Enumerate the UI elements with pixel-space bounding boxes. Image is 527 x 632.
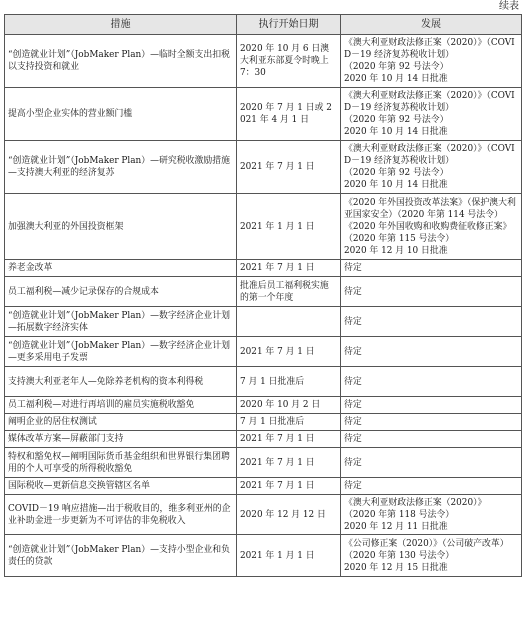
table-row (5, 367, 522, 397)
development-line: 待定 (344, 400, 362, 410)
table-row (5, 397, 522, 414)
header-start-date: 执行开始日期 (237, 15, 341, 35)
table-body (5, 35, 522, 577)
development-line: 2020 年 10 月 14 日批准 (344, 74, 448, 84)
measure-cell: 媒体改革方案—屏蔽部门支持 (5, 431, 237, 448)
start-date-cell: 7 月 1 日批准后 (237, 414, 341, 431)
development-line: 待定 (344, 417, 362, 427)
measure-cell: 养老金改革 (5, 260, 237, 277)
table-row (5, 35, 522, 88)
development-line: 待定 (344, 346, 362, 357)
development-cell (341, 88, 522, 141)
development-line: 待定 (344, 457, 362, 468)
start-date-cell (237, 307, 341, 337)
start-date-cell: 2021 年 7 月 1 日 (237, 337, 341, 367)
development-line: 《澳大利亚财政法修正案（2020）》（COVID－19 经济复苏税收计划） (344, 91, 515, 113)
header-measure: 措施 (5, 15, 237, 35)
measure-cell: “创造就业计划”（JobMaker Plan）—支持小型企业和负责任的贷款 (5, 535, 237, 577)
measures-table (4, 14, 522, 577)
development-line: 《澳大利亚财政法修正案（2020）》 (344, 497, 487, 508)
development-cell (341, 535, 522, 577)
start-date-cell: 7 月 1 日批准后 (237, 367, 341, 397)
start-date-cell: 2021 年 1 月 1 日 (237, 535, 341, 577)
development-line: 《澳大利亚财政法修正案（2020）》（COVID－19 经济复苏税收计划） (344, 144, 515, 166)
development-line: 2020 年 12 月 15 日批准 (344, 562, 448, 573)
measure-cell: 提高小型企业实体的营业额门槛 (5, 88, 237, 141)
table-row (5, 307, 522, 337)
measure-cell: 国际税收—更新信息交换管辖区名单 (5, 478, 237, 495)
start-date-cell: 2020 年 7 月 1 日或 2021 年 4 月 1 日 (237, 88, 341, 141)
development-cell (341, 397, 522, 414)
table-row (5, 260, 522, 277)
table-row (5, 448, 522, 478)
development-cell (341, 194, 522, 260)
measure-cell: 支持澳大利亚老年人—免除养老机构的资本利得税 (5, 367, 237, 397)
measure-cell: “创造就业计划”（JobMaker Plan）—数字经济企业计划—更多采用电子发票 (5, 337, 237, 367)
development-line: 《2020 年外国收购和收购费征收修正案》（2020 年第 115 号法令） (344, 221, 512, 244)
start-date-cell: 2021 年 7 月 1 日 (237, 448, 341, 478)
measure-cell: 加强澳大利亚的外国投资框架 (5, 194, 237, 260)
development-cell (341, 141, 522, 194)
development-line: （2020 年第 92 号法令） (344, 168, 449, 178)
development-line: 2020 年 12 月 10 日批准 (344, 245, 448, 256)
start-date-cell: 2020 年 10 月 6 日澳大利亚东部夏令时晚上 7：30 (237, 35, 341, 88)
measure-cell: 员工福利税—对进行再培训的雇员实施税收豁免 (5, 397, 237, 414)
continued-label: 续表 (499, 1, 519, 12)
development-line: 待定 (344, 263, 362, 273)
start-date-cell: 批准后员工福利税实施的第一个年度 (237, 277, 341, 307)
development-cell (341, 431, 522, 448)
development-line: 待定 (344, 481, 362, 491)
table-row (5, 478, 522, 495)
measure-cell: COVID－19 响应措施—出于税收目的，维多利亚州的企业补助金进一步更新为不可评估的非免税收入 (5, 495, 237, 535)
table-header-row (5, 15, 522, 35)
start-date-cell: 2021 年 7 月 1 日 (237, 478, 341, 495)
development-cell (341, 35, 522, 88)
development-cell (341, 277, 522, 307)
development-cell (341, 478, 522, 495)
start-date-cell: 2021 年 1 月 1 日 (237, 194, 341, 260)
development-line: 2020 年 10 月 14 日批准 (344, 127, 448, 137)
development-line: （2020 年第 118 号法令） (344, 509, 455, 520)
development-line: （2020 年第 92 号法令） (344, 115, 449, 125)
measure-cell: “创造就业计划”（JobMaker Plan）—研究税收激励措施—支持澳大利亚的经济复苏 (5, 141, 237, 194)
development-cell (341, 367, 522, 397)
development-line: 《澳大利亚财政法修正案（2020）》（COVID－19 经济复苏税收计划） (344, 38, 515, 60)
measure-cell: “创造就业计划”（JobMaker Plan）—数字经济企业计划—拓展数字经济实体 (5, 307, 237, 337)
start-date-cell: 2021 年 7 月 1 日 (237, 141, 341, 194)
table-row (5, 431, 522, 448)
development-cell (341, 307, 522, 337)
development-line: 待定 (344, 316, 362, 327)
start-date-cell: 2021 年 7 月 1 日 (237, 260, 341, 277)
start-date-cell: 2020 年 10 月 2 日 (237, 397, 341, 414)
development-line: （2020 年第 92 号法令） (344, 62, 449, 72)
development-cell (341, 414, 522, 431)
development-cell (341, 448, 522, 478)
development-line: 待定 (344, 376, 362, 387)
header-development: 发展 (341, 15, 522, 35)
development-line: 《2020 年外国投资改革法案》（保护澳大利亚国家安全）（2020 年第 114 号法令） (344, 197, 516, 220)
development-line: 待定 (344, 286, 362, 297)
development-cell (341, 260, 522, 277)
table-row (5, 88, 522, 141)
development-cell (341, 495, 522, 535)
measure-cell: 阐明企业的居住权测试 (5, 414, 237, 431)
development-line: 2020 年 12 月 11 日批准 (344, 521, 448, 532)
start-date-cell: 2021 年 7 月 1 日 (237, 431, 341, 448)
table-row (5, 141, 522, 194)
start-date-cell: 2020 年 12 月 12 日 (237, 495, 341, 535)
table-row (5, 277, 522, 307)
development-line: 2020 年 10 月 14 日批准 (344, 180, 448, 190)
measure-cell: 员工福利税—减少记录保存的合规成本 (5, 277, 237, 307)
measure-cell: “创造就业计划”（JobMaker Plan）—临时全额支出扣税以支持投资和就业 (5, 35, 237, 88)
measure-cell: 特权和豁免权—阐明国际货币基金组织和世界银行集团聘用的个人可享受的所得税收豁免 (5, 448, 237, 478)
table-row (5, 495, 522, 535)
table-row (5, 414, 522, 431)
table-row (5, 337, 522, 367)
table-row (5, 535, 522, 577)
development-line: 《公司修正案（2020）》（公司破产改革）（2020 年第 130 号法令） (344, 538, 509, 561)
table-row (5, 194, 522, 260)
development-line: 待定 (344, 434, 362, 444)
development-cell (341, 337, 522, 367)
